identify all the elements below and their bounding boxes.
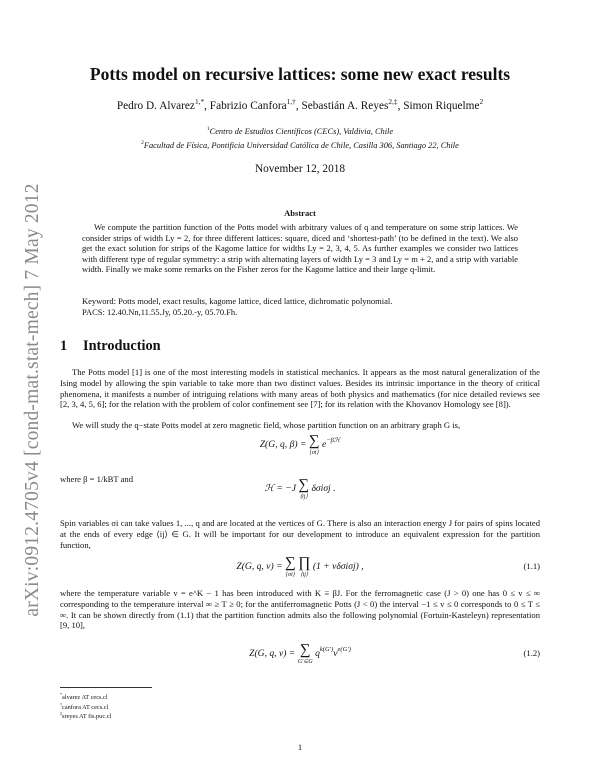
abstract-heading: Abstract: [284, 208, 316, 218]
paper-date: November 12, 2018: [254, 163, 346, 175]
footnote: [60, 692, 108, 701]
page-number: 1: [297, 742, 303, 752]
arxiv-stamp: [22, 85, 44, 715]
footnote: [60, 711, 111, 720]
equation-exponent: −βℋ: [326, 437, 341, 445]
product-symbol: ∏ ⟨ij⟩: [298, 555, 311, 578]
equation-rhs: e: [321, 439, 327, 451]
equation-rhs: δσiσj .: [311, 483, 336, 495]
footnote-text: canfora AT cecs.cl: [62, 704, 109, 712]
equation-term: v: [333, 648, 338, 660]
paragraph: We will study the q−state Potts model at zero magnetic field, whose partition function on an arbitrary graph G is,: [72, 420, 461, 430]
section-number: 1: [60, 338, 68, 354]
author-mark: 2: [479, 97, 484, 106]
affiliation-mark: 2: [141, 140, 144, 146]
affiliation: [60, 126, 540, 136]
affiliation: [60, 140, 540, 150]
paragraph: Spin variables σi can take values 1, ..., q and are located at the vertices of G. There is also an interaction energy J for pairs of spins located at the ends of every edge ⟨ij⟩ ∈ G. It will be important for our development to introduce an equivalent expression for the partition function,: [60, 518, 540, 550]
equation-label: (1.2): [523, 648, 540, 658]
author-name: Sebastián A. Reyes: [301, 99, 389, 112]
author-mark: 2,‡: [388, 97, 398, 106]
footnote-text: sreyes AT fis.puc.cl: [62, 713, 112, 721]
footnote-mark: ‡: [60, 711, 63, 716]
affiliation-mark: 1: [206, 126, 210, 132]
equation-lhs: Z(G, q, v) =: [236, 561, 283, 573]
sum-symbol: ∑ G′⊆G: [297, 642, 313, 665]
equation-rhs: (1 + vδσiσj) ,: [312, 561, 364, 573]
affiliation-text: Facultad de Física, Pontificia Universidad Católica de Chile, Casilla 306, Santiago 22, Chile: [143, 140, 459, 150]
author-mark: 1,*: [194, 97, 205, 106]
section-title: Introduction: [83, 338, 161, 354]
equation: [60, 478, 540, 502]
equation-rhs: q: [315, 648, 320, 660]
sum-symbol: ∑ {σi}: [284, 555, 296, 578]
sum-symbol: ∑ ⟨ij⟩: [298, 477, 310, 500]
author-mark: 1,†: [286, 97, 296, 106]
equation-exponent: e(G′): [337, 646, 351, 654]
equation-lhs: Z(G, q, β) =: [259, 439, 307, 451]
author-name: Pedro D. Alvarez: [116, 99, 195, 112]
product-index: ⟨ij⟩: [300, 572, 309, 578]
sum-index: {σi}: [285, 572, 296, 578]
arxiv-id: arXiv:0912.4705v4 [cond-mat.stat-mech] 7 May 2012: [22, 183, 43, 617]
section-heading: [60, 338, 161, 355]
equation: [60, 556, 540, 580]
abstract-text: We compute the partition function of the Potts model with arbitrary values of q and temperature on some strip lattices. We consider strips of width Ly = 2, for three different lattices: square, diced and ‘shortest-path’ (to be defined in the text). We also get the exact solution for strips of the Kagome lattice for widths Ly = 2, 3, 4, 5. As further examples we consider two lattices with different type of regular symmetry: a strip with alternating layers of width Ly = 3 and Ly = m + 2, and a strip with variable width. Finally we make some remarks on the Fisher zeros for the Kagome lattice and their large q-limit.: [82, 222, 518, 275]
keywords-block: [82, 296, 518, 317]
author-list: Pedro D. Alvarez$^{1,*}$, Fabrizio Canfora$^{1,\dagger}$, Sebastián A. Reyes$^{2,\ddagger}$, Simon Riquelme$^2$: [116, 97, 484, 112]
author-name: Fabrizio Canfora: [209, 99, 287, 112]
equation: [60, 434, 540, 458]
pacs: PACS: 12.40.Nn,11.55.Jy, 05.20.-y, 05.70.Fh.: [82, 306, 238, 317]
equation-label: (1.1): [523, 561, 540, 571]
sum-index: ⟨ij⟩: [299, 494, 308, 500]
paragraph: The Potts model [1] is one of the most interesting models in statistical mechanics. It appears as the most natural generalization of the Ising model by allowing the spin variable to take more than two distinct values. Besides its intrinsic importance in the theory of critical phenomena, it manifests a number of intriguing relations with many areas of both physics and mathematics (for nice detailed reviews see [2, 3, 4, 5, 6]; for the relation with the problem of color confinement see [7]; for its relation with the Khovanov Homology see [8]).: [60, 367, 540, 410]
paragraph: where the temperature variable v = e^K − 1 has been introduced with K ≡ βJ. For the ferromagnetic case (J > 0) one has 0 ≤ v ≤ ∞ corresponding to the temperature interval ∞ ≥ T ≥ 0; for the antiferromagnetic Potts (J < 0) the interval −1 ≤ v ≤ 0 corresponds to 0 ≤ T ≤ ∞. It can be shown directly from (1.1) that the partition function admits also the following polynomial (Fortuin-Kasteleyn) representation [9, 10],: [60, 588, 540, 631]
footnote-text: alvarez AT cecs.cl: [62, 694, 108, 702]
equation-lhs: ℋ = −J: [264, 483, 296, 495]
paper-title: Potts model on recursive lattices: some new exact results: [89, 64, 511, 84]
sum-index: G′⊆G: [297, 659, 313, 665]
sum-index: {σi}: [309, 450, 319, 456]
affiliation-text: Centro de Estudios Científicos (CECs), Valdivia, Chile: [209, 126, 394, 136]
equation-lhs: Z(G, q, v) =: [249, 648, 296, 660]
footnote: [60, 702, 108, 711]
equation: [60, 643, 540, 667]
sum-symbol: ∑ {σi}: [308, 433, 320, 456]
footnote-mark: *: [60, 692, 63, 697]
footnote-mark: †: [60, 702, 63, 707]
footnote-rule: [60, 687, 152, 688]
author-name: Simon Riquelme: [403, 99, 480, 112]
paragraph: where β = 1/kBT and: [60, 474, 134, 484]
keywords: Keyword: Potts model, exact results, kagome lattice, diced lattice, dichromatic polynomial.: [82, 296, 393, 306]
equation-exponent: k(G′): [319, 646, 334, 654]
